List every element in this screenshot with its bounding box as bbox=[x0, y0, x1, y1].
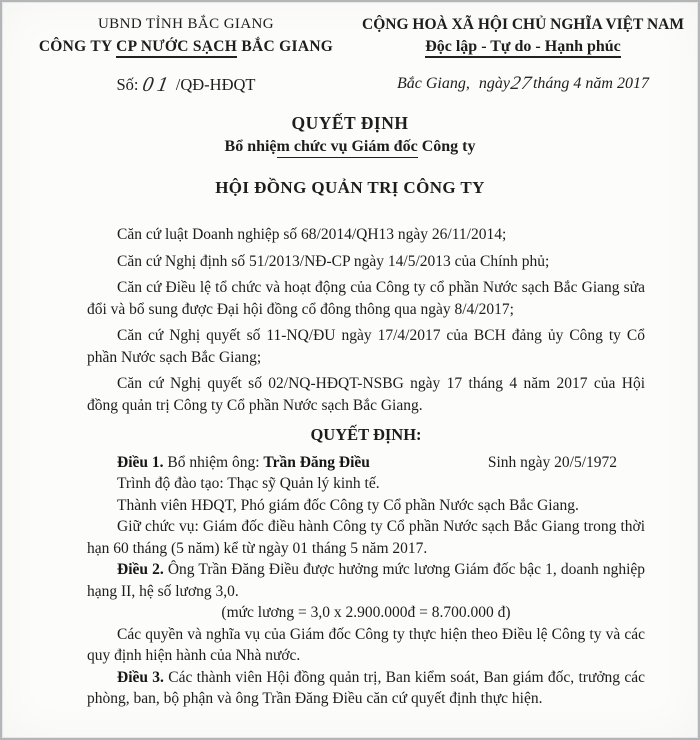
date-prefix: ngày bbox=[478, 75, 510, 92]
article-2-label: Điều 2. bbox=[117, 561, 164, 578]
appointee-name: Trần Đăng Điều bbox=[263, 453, 370, 471]
education-line: Trình độ đào tạo: Thạc sỹ Quản lý kinh tế. bbox=[117, 475, 380, 492]
document-header bbox=[2, 2, 698, 97]
rights-paragraph: Các quyền và nghĩa vụ của Giám đốc Công ty thực hiện theo Điều lệ Công ty và các quy định hiện hành của Nhà nước. bbox=[87, 625, 645, 664]
article-2-text: Ông Trần Đăng Điều được hưởng mức lương Giám đốc bậc 1, doanh nghiệp hạng II, hệ số lương 3,0. bbox=[87, 561, 646, 600]
national-header-block bbox=[356, 15, 690, 97]
date-suffix: tháng 4 năm 2017 bbox=[532, 75, 649, 92]
article-1-intro: Bổ nhiệm ông: bbox=[163, 453, 264, 471]
article-3-paragraph bbox=[87, 667, 645, 710]
national-motto-text: Độc lập - Tự do - Hạnh phúc bbox=[425, 38, 621, 58]
handwritten-day: 27 bbox=[509, 73, 534, 94]
article-1-appointment-line bbox=[87, 452, 645, 474]
article-1-label: Điều 1. bbox=[117, 453, 164, 471]
decision-heading: QUYẾT ĐỊNH: bbox=[310, 425, 422, 444]
document-number-symbol: /QĐ-HĐQT bbox=[175, 75, 256, 94]
subtitle-suffix: Công ty bbox=[417, 138, 476, 155]
article-3-label: Điều 3. bbox=[117, 668, 164, 686]
subtitle-prefix: Bổ nhiệ bbox=[224, 138, 277, 155]
membership-line: Thành viên HĐQT, Phó giám đốc Công ty Cổ phần Nước sạch Bắc Giang. bbox=[117, 496, 579, 514]
handwritten-document-number: 01 bbox=[140, 72, 174, 96]
issue-place: Bắc Giang, bbox=[397, 75, 470, 92]
birth-date: Sinh ngày 20/5/1972 bbox=[487, 453, 617, 471]
subtitle-underlined: m chức vụ Giám đốc bbox=[277, 138, 418, 158]
national-title: CỘNG HOÀ XÃ HỘI CHỦ NGHĨA VIỆT NAM bbox=[362, 16, 684, 33]
document-title: QUYẾT ĐỊNH bbox=[291, 113, 409, 133]
issue-date bbox=[356, 72, 690, 96]
national-motto bbox=[356, 36, 690, 58]
issuing-org-block bbox=[16, 15, 356, 97]
preamble-paragraph: Căn cứ Nghị định số 51/2013/NĐ-CP ngày 14/5/2013 của Chính phủ; bbox=[117, 252, 550, 270]
preamble-paragraph: Căn cứ Nghị quyết số 02/NQ-HĐQT-NSBG ngày 17 tháng 4 năm 2017 của Hội đồng quản trị Công ty Cổ phần Nước sạch Bắc Giang. bbox=[87, 375, 645, 414]
salary-note: (mức lương = 3,0 x 2.900.000đ = 8.700.000 đ) bbox=[221, 604, 511, 621]
article-2-paragraph bbox=[87, 559, 645, 602]
document-subtitle bbox=[2, 135, 698, 159]
company-name bbox=[16, 36, 356, 57]
company-name-underlined: CP NƯỚC SẠCH bbox=[116, 38, 237, 58]
article-3-text: Các thành viên Hội đồng quản trị, Ban kiểm soát, Ban giám đốc, trưởng các phòng, ban, bộ phận và ông Trần Đăng Điều căn cứ quyết định thực hiện. bbox=[87, 668, 645, 707]
document-number bbox=[16, 73, 356, 97]
preamble-paragraph: Căn cứ Điều lệ tổ chức và hoạt động của Công ty cổ phần Nước sạch Bắc Giang sửa đổi và bổ sung được Đại hội đồng cổ đông thông qua ngày 8/4/2017; bbox=[87, 279, 645, 318]
authority-heading: HỘI ĐỒNG QUẢN TRỊ CÔNG TY bbox=[215, 178, 485, 197]
preamble-paragraph: Căn cứ Nghị quyết số 11-NQ/ĐU ngày 17/4/2017 của BCH đảng ủy Công ty Cổ phần Nước sạch Bắc Giang; bbox=[87, 327, 645, 366]
position-line: Giữ chức vụ: Giám đốc điều hành Công ty Cổ phần Nước sạch Bắc Giang trong thời hạn 60 tháng (5 năm) kể từ ngày 01 tháng 5 năm 2017. bbox=[87, 518, 645, 557]
document-number-label: Số: bbox=[116, 75, 139, 94]
preamble-paragraph: Căn cứ luật Doanh nghiệp số 68/2014/QH13 ngày 26/11/2014; bbox=[117, 226, 507, 243]
org-parent-name: UBND TỈNH BẮC GIANG bbox=[97, 16, 275, 32]
title-block bbox=[2, 112, 698, 199]
company-name-prefix: CÔNG TY bbox=[38, 38, 117, 55]
company-name-suffix: BẮC GIANG bbox=[237, 38, 334, 55]
document-body bbox=[87, 224, 645, 710]
